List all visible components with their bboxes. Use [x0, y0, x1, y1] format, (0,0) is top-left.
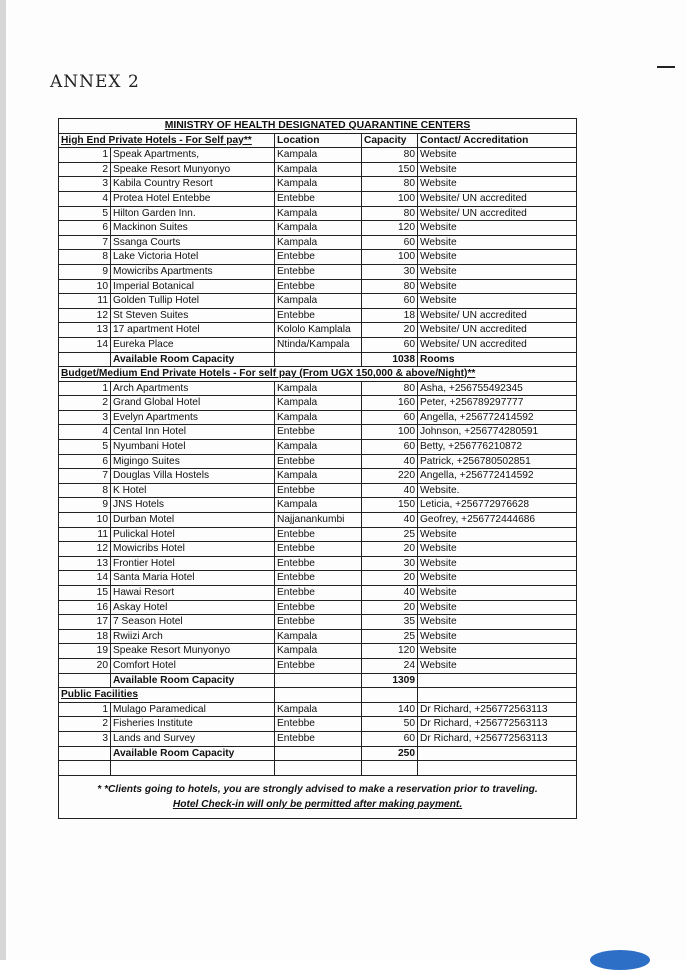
- facility-name: Speake Resort Munyonyo: [111, 644, 275, 659]
- table-row: [59, 498, 577, 513]
- total-value: 1309: [362, 673, 418, 688]
- quarantine-centers-table: [58, 118, 577, 819]
- facility-name: JNS Hotels: [111, 498, 275, 513]
- table-title: MINISTRY OF HEALTH DESIGNATED QUARANTINE CENTERS: [59, 119, 577, 134]
- empty-cell: [275, 761, 362, 776]
- section-heading: Budget/Medium End Private Hotels - For self pay (From UGX 150,000 & above/Night)**: [59, 367, 577, 382]
- empty-cell: [418, 761, 577, 776]
- facility-location: Kampala: [275, 498, 362, 513]
- facility-contact: Dr Richard, +256772563113: [418, 717, 577, 732]
- facility-capacity: 40: [362, 454, 418, 469]
- facility-contact: Dr Richard, +256772563113: [418, 731, 577, 746]
- facility-name: Askay Hotel: [111, 600, 275, 615]
- facility-contact: Betty, +256776210872: [418, 440, 577, 455]
- facility-contact: Website: [418, 586, 577, 601]
- empty-cell: [362, 688, 418, 703]
- facility-capacity: 25: [362, 629, 418, 644]
- facility-location: Entebbe: [275, 731, 362, 746]
- facility-contact: Peter, +256789297777: [418, 396, 577, 411]
- section-heading-row: [59, 133, 577, 148]
- row-number: 2: [59, 162, 111, 177]
- facility-location: Kampala: [275, 162, 362, 177]
- table-row: [59, 527, 577, 542]
- row-number: 12: [59, 542, 111, 557]
- capacity-total-row: [59, 746, 577, 761]
- facility-name: Eureka Place: [111, 337, 275, 352]
- facility-name: Santa Maria Hotel: [111, 571, 275, 586]
- facility-name: K Hotel: [111, 483, 275, 498]
- facility-contact: Website/ UN accredited: [418, 323, 577, 338]
- row-number: 16: [59, 600, 111, 615]
- facility-capacity: 80: [362, 381, 418, 396]
- row-number: 7: [59, 469, 111, 484]
- facility-contact: Website/ UN accredited: [418, 337, 577, 352]
- empty-cell: [111, 761, 275, 776]
- facility-location: Entebbe: [275, 454, 362, 469]
- scan-edge: [0, 0, 6, 960]
- row-number: 12: [59, 308, 111, 323]
- table-row: [59, 177, 577, 192]
- empty-cell: [275, 673, 362, 688]
- row-number: 9: [59, 264, 111, 279]
- facility-capacity: 220: [362, 469, 418, 484]
- facility-name: Ssanga Courts: [111, 235, 275, 250]
- facility-capacity: 120: [362, 221, 418, 236]
- table-row: [59, 586, 577, 601]
- facility-contact: Website: [418, 571, 577, 586]
- facility-location: Kampala: [275, 440, 362, 455]
- facility-contact: Website: [418, 250, 577, 265]
- row-number: 14: [59, 571, 111, 586]
- facility-contact: Website: [418, 615, 577, 630]
- facility-capacity: 60: [362, 337, 418, 352]
- facility-name: Mulago Paramedical: [111, 702, 275, 717]
- row-number: 8: [59, 250, 111, 265]
- facility-capacity: 80: [362, 279, 418, 294]
- empty-cell: [275, 746, 362, 761]
- row-number: 17: [59, 615, 111, 630]
- facility-capacity: 50: [362, 717, 418, 732]
- table-row: [59, 542, 577, 557]
- footnote: [59, 775, 577, 818]
- table-row: [59, 469, 577, 484]
- facility-contact: Website: [418, 527, 577, 542]
- section-heading-row: [59, 688, 577, 703]
- facility-location: Entebbe: [275, 279, 362, 294]
- facility-location: Entebbe: [275, 658, 362, 673]
- table-row: [59, 148, 577, 163]
- title-row: [59, 119, 577, 134]
- facility-contact: Geofrey, +256772444686: [418, 513, 577, 528]
- facility-contact: Website/ UN accredited: [418, 191, 577, 206]
- facility-name: Kabila Country Resort: [111, 177, 275, 192]
- facility-contact: Website: [418, 644, 577, 659]
- row-number: 13: [59, 323, 111, 338]
- facility-name: Frontier Hotel: [111, 556, 275, 571]
- row-number: 19: [59, 644, 111, 659]
- table-row: [59, 571, 577, 586]
- facility-name: Protea Hotel Entebbe: [111, 191, 275, 206]
- facility-name: Rwiizi Arch: [111, 629, 275, 644]
- facility-name: Nyumbani Hotel: [111, 440, 275, 455]
- facility-contact: Website: [418, 542, 577, 557]
- row-number: 5: [59, 440, 111, 455]
- empty-cell: [275, 688, 362, 703]
- corner-blob: [590, 950, 650, 970]
- facility-location: Entebbe: [275, 264, 362, 279]
- header-capacity: Capacity: [362, 133, 418, 148]
- table-row: [59, 162, 577, 177]
- facility-location: Entebbe: [275, 556, 362, 571]
- row-number: 5: [59, 206, 111, 221]
- facility-contact: Angella, +256772414592: [418, 469, 577, 484]
- row-number: 11: [59, 527, 111, 542]
- facility-contact: Dr Richard, +256772563113: [418, 702, 577, 717]
- facility-contact: Website: [418, 235, 577, 250]
- table-row: [59, 279, 577, 294]
- footnote-row: [59, 775, 577, 818]
- row-number: 9: [59, 498, 111, 513]
- facility-location: Entebbe: [275, 250, 362, 265]
- table-row: [59, 250, 577, 265]
- facility-name: Imperial Botanical: [111, 279, 275, 294]
- total-value: 250: [362, 746, 418, 761]
- empty-cell: [59, 746, 111, 761]
- facility-contact: Website: [418, 264, 577, 279]
- row-number: 15: [59, 586, 111, 601]
- facility-name: 7 Season Hotel: [111, 615, 275, 630]
- facility-capacity: 35: [362, 615, 418, 630]
- row-number: 7: [59, 235, 111, 250]
- facility-location: Kampala: [275, 221, 362, 236]
- facility-name: Douglas Villa Hostels: [111, 469, 275, 484]
- facility-name: Mackinon Suites: [111, 221, 275, 236]
- row-number: 3: [59, 177, 111, 192]
- empty-cell: [59, 761, 111, 776]
- facility-contact: Angella, +256772414592: [418, 410, 577, 425]
- facility-capacity: 18: [362, 308, 418, 323]
- facility-name: Hilton Garden Inn.: [111, 206, 275, 221]
- facility-name: Golden Tullip Hotel: [111, 294, 275, 309]
- table-row: [59, 600, 577, 615]
- table-row: [59, 513, 577, 528]
- facility-name: Arch Apartments: [111, 381, 275, 396]
- table-row: [59, 381, 577, 396]
- header-location: Location: [275, 133, 362, 148]
- section-heading: Public Facilities: [59, 688, 275, 703]
- table-row: [59, 658, 577, 673]
- facility-location: Entebbe: [275, 717, 362, 732]
- facility-contact: Website: [418, 658, 577, 673]
- table-row: [59, 483, 577, 498]
- facility-name: St Steven Suites: [111, 308, 275, 323]
- row-number: 3: [59, 410, 111, 425]
- facility-contact: Leticia, +256772976628: [418, 498, 577, 513]
- facility-capacity: 150: [362, 498, 418, 513]
- facility-capacity: 24: [362, 658, 418, 673]
- table-row: [59, 731, 577, 746]
- row-number: 3: [59, 731, 111, 746]
- blank-row: [59, 761, 577, 776]
- table-row: [59, 294, 577, 309]
- margin-mark: [657, 66, 675, 68]
- row-number: 4: [59, 191, 111, 206]
- table-row: [59, 717, 577, 732]
- empty-cell: [275, 352, 362, 367]
- facility-name: Speak Apartments,: [111, 148, 275, 163]
- facility-capacity: 80: [362, 177, 418, 192]
- facility-capacity: 100: [362, 250, 418, 265]
- footnote-line-2: Hotel Check-in will only be permitted after making payment.: [172, 798, 463, 810]
- facility-location: Kampala: [275, 235, 362, 250]
- total-label: Available Room Capacity: [111, 352, 275, 367]
- row-number: 10: [59, 513, 111, 528]
- row-number: 2: [59, 717, 111, 732]
- facility-capacity: 80: [362, 206, 418, 221]
- table-row: [59, 235, 577, 250]
- facility-capacity: 20: [362, 600, 418, 615]
- row-number: 8: [59, 483, 111, 498]
- facility-location: Entebbe: [275, 425, 362, 440]
- row-number: 11: [59, 294, 111, 309]
- facility-location: Najjanankumbi: [275, 513, 362, 528]
- facility-contact: Website: [418, 148, 577, 163]
- row-number: 1: [59, 148, 111, 163]
- facility-capacity: 40: [362, 483, 418, 498]
- table-row: [59, 556, 577, 571]
- facility-location: Kampala: [275, 702, 362, 717]
- facility-name: Lake Victoria Hotel: [111, 250, 275, 265]
- facility-capacity: 30: [362, 264, 418, 279]
- facility-contact: Website: [418, 629, 577, 644]
- facility-name: Comfort Hotel: [111, 658, 275, 673]
- table-row: [59, 264, 577, 279]
- row-number: 18: [59, 629, 111, 644]
- facility-location: Entebbe: [275, 191, 362, 206]
- facility-capacity: 60: [362, 235, 418, 250]
- facility-name: Mowicribs Apartments: [111, 264, 275, 279]
- facility-capacity: 60: [362, 440, 418, 455]
- facility-contact: Website.: [418, 483, 577, 498]
- facility-name: Speake Resort Munyonyo: [111, 162, 275, 177]
- facility-location: Kampala: [275, 294, 362, 309]
- footnote-line-1: * *Clients going to hotels, you are strongly advised to make a reservation prior to traveling.: [97, 783, 538, 795]
- facility-name: Pulickal Hotel: [111, 527, 275, 542]
- facility-location: Kampala: [275, 410, 362, 425]
- facility-contact: Asha, +256755492345: [418, 381, 577, 396]
- capacity-total-row: [59, 673, 577, 688]
- table-row: [59, 440, 577, 455]
- row-number: 6: [59, 454, 111, 469]
- facility-name: Fisheries Institute: [111, 717, 275, 732]
- row-number: 6: [59, 221, 111, 236]
- facility-capacity: 20: [362, 542, 418, 557]
- table-row: [59, 337, 577, 352]
- table-row: [59, 615, 577, 630]
- facility-contact: Website: [418, 600, 577, 615]
- table-row: [59, 308, 577, 323]
- facility-name: Migingo Suites: [111, 454, 275, 469]
- facility-capacity: 160: [362, 396, 418, 411]
- facility-name: 17 apartment Hotel: [111, 323, 275, 338]
- table-row: [59, 396, 577, 411]
- facility-name: Cental Inn Hotel: [111, 425, 275, 440]
- facility-contact: Website/ UN accredited: [418, 206, 577, 221]
- section-heading: High End Private Hotels - For Self pay**: [59, 133, 275, 148]
- total-unit: [418, 746, 577, 761]
- table-row: [59, 629, 577, 644]
- annex-label: ANNEX 2: [50, 72, 140, 92]
- facility-name: Evelyn Apartments: [111, 410, 275, 425]
- facility-capacity: 140: [362, 702, 418, 717]
- facility-capacity: 40: [362, 586, 418, 601]
- row-number: 10: [59, 279, 111, 294]
- facility-location: Entebbe: [275, 571, 362, 586]
- facility-location: Kampala: [275, 469, 362, 484]
- row-number: 2: [59, 396, 111, 411]
- facility-name: Grand Global Hotel: [111, 396, 275, 411]
- facility-capacity: 120: [362, 644, 418, 659]
- facility-location: Entebbe: [275, 308, 362, 323]
- facility-capacity: 20: [362, 571, 418, 586]
- row-number: 1: [59, 381, 111, 396]
- table-row: [59, 425, 577, 440]
- row-number: 13: [59, 556, 111, 571]
- empty-cell: [59, 352, 111, 367]
- facility-capacity: 80: [362, 148, 418, 163]
- facility-capacity: 100: [362, 191, 418, 206]
- facility-contact: Website: [418, 221, 577, 236]
- row-number: 14: [59, 337, 111, 352]
- facility-location: Entebbe: [275, 600, 362, 615]
- facility-capacity: 100: [362, 425, 418, 440]
- facility-contact: Website: [418, 294, 577, 309]
- table-row: [59, 702, 577, 717]
- facility-location: Kampala: [275, 148, 362, 163]
- facility-name: Durban Motel: [111, 513, 275, 528]
- total-unit: Rooms: [418, 352, 577, 367]
- facility-location: Kololo Kamplala: [275, 323, 362, 338]
- facility-capacity: 60: [362, 410, 418, 425]
- table-row: [59, 191, 577, 206]
- total-value: 1038: [362, 352, 418, 367]
- table-row: [59, 410, 577, 425]
- facility-capacity: 30: [362, 556, 418, 571]
- facility-capacity: 60: [362, 731, 418, 746]
- total-label: Available Room Capacity: [111, 746, 275, 761]
- table-row: [59, 644, 577, 659]
- table-row: [59, 454, 577, 469]
- facility-name: Lands and Survey: [111, 731, 275, 746]
- facility-contact: Johnson, +256774280591: [418, 425, 577, 440]
- table-row: [59, 323, 577, 338]
- facility-location: Kampala: [275, 381, 362, 396]
- table-row: [59, 221, 577, 236]
- header-contact: Contact/ Accreditation: [418, 133, 577, 148]
- empty-cell: [418, 688, 577, 703]
- facility-location: Entebbe: [275, 586, 362, 601]
- facility-contact: Website/ UN accredited: [418, 308, 577, 323]
- facility-location: Kampala: [275, 644, 362, 659]
- facility-location: Entebbe: [275, 542, 362, 557]
- facility-capacity: 150: [362, 162, 418, 177]
- facility-location: Kampala: [275, 177, 362, 192]
- total-unit: [418, 673, 577, 688]
- facility-capacity: 20: [362, 323, 418, 338]
- row-number: 1: [59, 702, 111, 717]
- facility-location: Kampala: [275, 396, 362, 411]
- empty-cell: [362, 761, 418, 776]
- facility-contact: Website: [418, 162, 577, 177]
- facility-capacity: 25: [362, 527, 418, 542]
- total-label: Available Room Capacity: [111, 673, 275, 688]
- facility-location: Kampala: [275, 206, 362, 221]
- facility-name: Mowicribs Hotel: [111, 542, 275, 557]
- empty-cell: [59, 673, 111, 688]
- row-number: 4: [59, 425, 111, 440]
- facility-capacity: 60: [362, 294, 418, 309]
- capacity-total-row: [59, 352, 577, 367]
- table-row: [59, 206, 577, 221]
- facility-capacity: 40: [362, 513, 418, 528]
- facility-location: Kampala: [275, 629, 362, 644]
- facility-location: Entebbe: [275, 527, 362, 542]
- row-number: 20: [59, 658, 111, 673]
- facility-location: Entebbe: [275, 615, 362, 630]
- section-heading-row: [59, 367, 577, 382]
- facility-contact: Patrick, +256780502851: [418, 454, 577, 469]
- facility-contact: Website: [418, 279, 577, 294]
- facility-contact: Website: [418, 556, 577, 571]
- facility-name: Hawai Resort: [111, 586, 275, 601]
- facility-location: Entebbe: [275, 483, 362, 498]
- facility-location: Ntinda/Kampala: [275, 337, 362, 352]
- facility-contact: Website: [418, 177, 577, 192]
